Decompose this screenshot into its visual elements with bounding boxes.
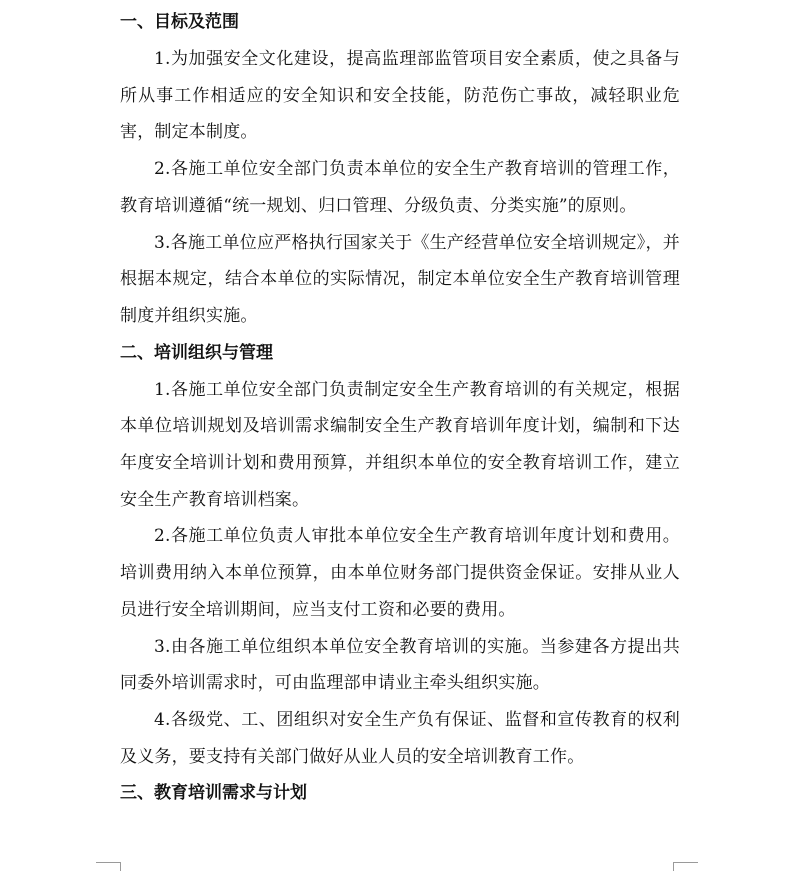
- paragraph-1-2: 2.各施工单位安全部门负责本单位的安全生产教育培训的管理工作，教育培训遵循“统一规划、归口管理、分级负责、分类实施”的原则。: [120, 159, 680, 216]
- page-corner-mark-left: [96, 862, 121, 871]
- document-page: [120, 4, 680, 812]
- paragraph-2-2: 2.各施工单位负责人审批本单位安全生产教育培训年度计划和费用。培训费用纳入本单位预算，由本单位财务部门提供资金保证。安排从业人员进行安全培训期间，应当支付工资和必要的费用。: [120, 526, 680, 620]
- paragraph-2-3: 3.由各施工单位组织本单位安全教育培训的实施。当参建各方提出共同委外培训需求时，可由监理部申请业主牵头组织实施。: [120, 636, 680, 694]
- section-heading-training-organization: 二、培训组织与管理: [120, 342, 273, 363]
- page-corner-mark-right: [673, 862, 698, 871]
- section-heading-goals-scope: 一、目标及范围: [120, 12, 239, 32]
- section-heading-training-needs-plan: 三、教育培训需求与计划: [120, 783, 307, 804]
- paragraph-1-1: 1.为加强安全文化建设，提高监理部监管项目安全素质，使之具备与所从事工作相适应的安全知识和安全技能，防范伤亡事故，减轻职业危害，制定本制度。: [120, 49, 680, 143]
- paragraph-1-3: 3.各施工单位应严格执行国家关于《生产经营单位安全培训规定》，并根据本规定，结合本单位的实际情况，制定本单位安全生产教育培训管理制度并组织实施。: [120, 232, 680, 326]
- paragraph-2-1: 1.各施工单位安全部门负责制定安全生产教育培训的有关规定，根据本单位培训规划及培训需求编制安全生产教育培训年度计划，编制和下达年度安全培训计划和费用预算，并组织本单位的安全教育培训工作，建立安全生产教育培训档案。: [120, 379, 680, 510]
- paragraph-2-4: 4.各级党、工、团组织对安全生产负有保证、监督和宣传教育的权利及义务，要支持有关部门做好从业人员的安全培训教育工作。: [120, 709, 680, 767]
